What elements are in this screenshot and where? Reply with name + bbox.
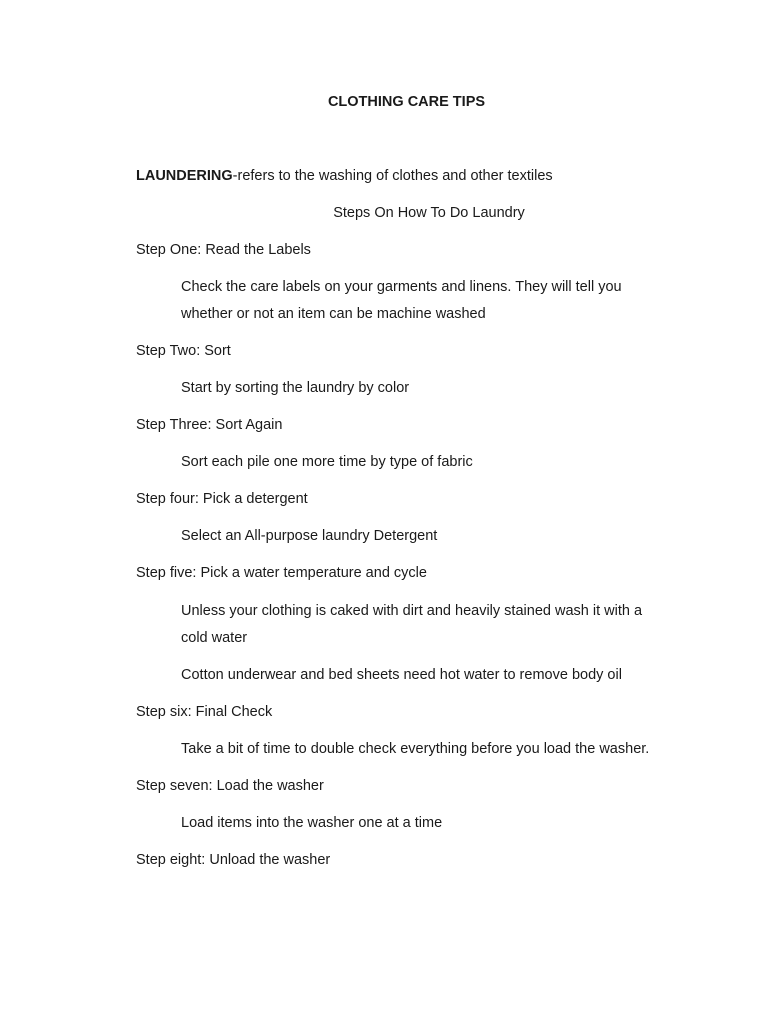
step-detail: Cotton underwear and bed sheets need hot water to remove body oil [181, 667, 622, 683]
step-heading: Step four: Pick a detergent [136, 491, 308, 507]
step-detail: whether or not an item can be machine washed [181, 306, 486, 322]
step-detail: cold water [181, 630, 248, 646]
step-heading: Step Three: Sort Again [136, 417, 283, 433]
step-detail: Sort each pile one more time by type of fabric [181, 454, 473, 470]
step-detail: Start by sorting the laundry by color [181, 380, 410, 396]
step-heading: Step six: Final Check [136, 704, 273, 720]
step-detail: Unless your clothing is caked with dirt and heavily stained wash it with a [181, 603, 643, 619]
step-heading: Step five: Pick a water temperature and cycle [136, 565, 427, 581]
step-heading: Step eight: Unload the washer [136, 852, 331, 868]
step-detail: Take a bit of time to double check everything before you load the washer. [181, 741, 650, 757]
step-detail: Check the care labels on your garments and linens. They will tell you [181, 279, 622, 295]
step-detail: Load items into the washer one at a time [181, 815, 443, 831]
definition-term: LAUNDERING [136, 168, 233, 184]
definition-text: -refers to the washing of clothes and other textiles [232, 168, 553, 184]
step-detail: Select an All-purpose laundry Detergent [181, 528, 438, 544]
definition-line [136, 167, 553, 185]
document-subtitle: Steps On How To Do Laundry [333, 205, 525, 221]
step-heading: Step One: Read the Labels [136, 242, 311, 258]
step-heading: Step seven: Load the washer [136, 778, 324, 794]
step-heading: Step Two: Sort [136, 343, 231, 359]
document-title: CLOTHING CARE TIPS [327, 94, 486, 110]
